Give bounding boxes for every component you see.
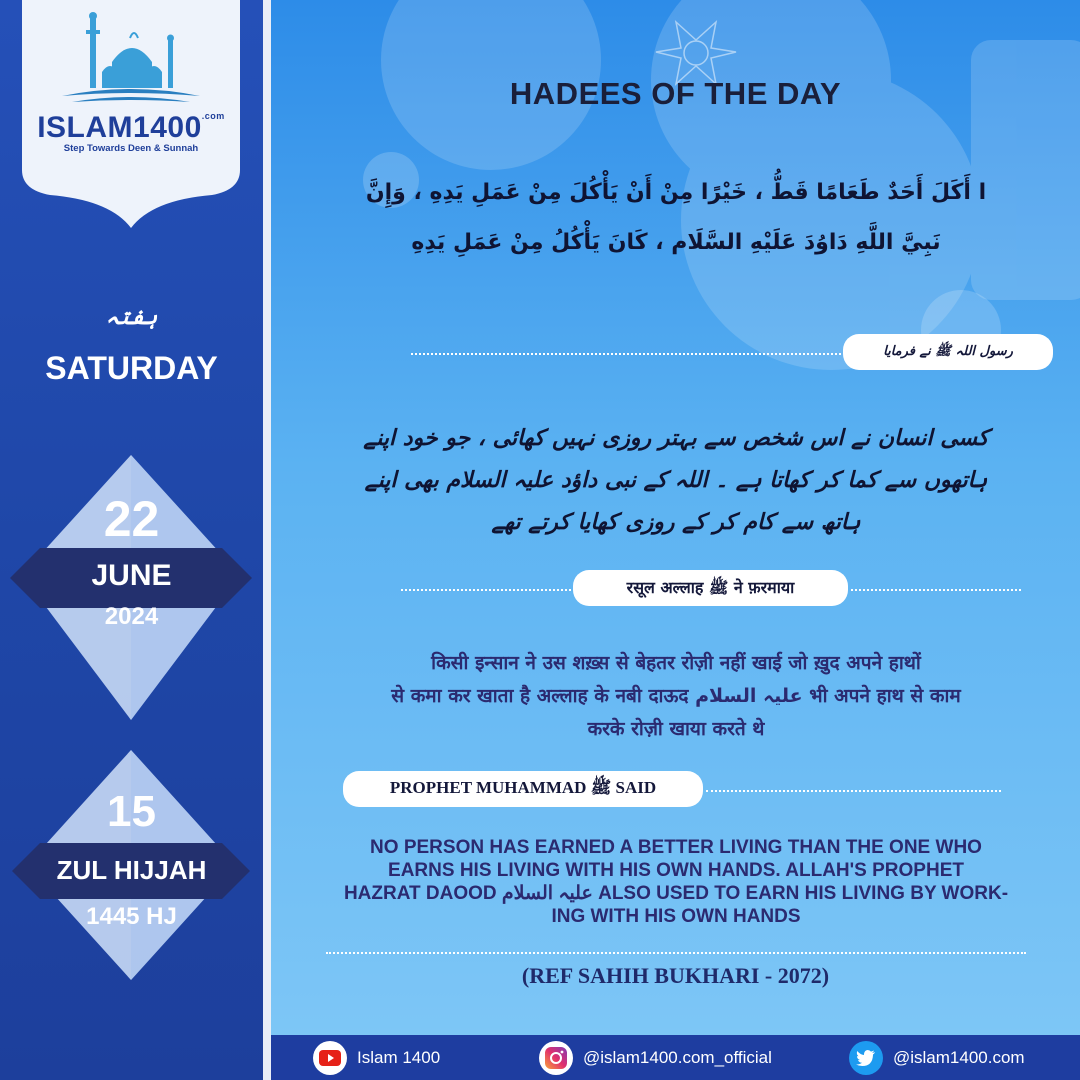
sidebar (0, 0, 263, 1080)
hindi-label: रसूल अल्लाह ﷺ ने फ़रमाया (573, 570, 848, 606)
urdu-label: رسول اللہ ﷺ نے فرمایا (843, 334, 1053, 370)
hijri-day: 15 (107, 787, 156, 836)
youtube-label: Islam 1400 (357, 1047, 441, 1067)
day-english: SATURDAY (45, 350, 218, 386)
english-label: PROPHET MUHAMMAD ﷺ SAID (343, 771, 703, 807)
english-line-2: EARNS HIS LIVING WITH HIS OWN HANDS. ALLAH'S PROPHET (388, 860, 964, 881)
twitter-link[interactable] (849, 1035, 1025, 1080)
hindi-line-1: किसी इन्सान ने उस शख़्स से बेहतर रोज़ी नहीं खाई जो ख़ुद अपने हाथों (431, 652, 921, 674)
instagram-link[interactable] (539, 1035, 772, 1080)
sidebar-divider (263, 0, 271, 1080)
english-line-3: HAZRAT DAOOD علیہ السلام ALSO USED TO EARN HIS LIVING BY WORK- (343, 883, 1009, 904)
urdu-line-3: ہاتھ سے کام کر کے روزی کھایا کرتے تھے (491, 510, 861, 535)
instagram-label: @islam1400.com_official (583, 1047, 772, 1067)
english-line-1: NO PERSON HAS EARNED A BETTER LIVING THAN THE ONE WHO (370, 837, 982, 858)
english-translation (326, 836, 1026, 928)
hadith-reference: (REF SAHIH BUKHARI - 2072) (521, 963, 830, 988)
day-urdu: ہفتہ (105, 305, 158, 330)
twitter-label: @islam1400.com (893, 1047, 1025, 1067)
footer-social-bar (271, 1035, 1080, 1080)
hindi-divider-right (851, 589, 1021, 591)
main-panel (271, 0, 1080, 1035)
gregorian-month: JUNE (91, 559, 172, 592)
hindi-line-2: से कमा कर खाता है अल्लाह के नबी दाऊद علیہ السلام भी अपने हाथ से काम (391, 685, 961, 707)
hindi-line-3: करके रोज़ी खाया करते थे (587, 718, 765, 740)
english-divider (706, 790, 1001, 792)
brand-tagline: Step Towards Deen & Sunnah (63, 143, 199, 154)
gregorian-day: 22 (103, 491, 160, 547)
youtube-link[interactable] (313, 1035, 440, 1080)
hijri-year: 1445 HJ (86, 903, 177, 930)
arabic-line-1: ا أَكَلَ أَحَدٌ طَعَامًا قَطُّ ، خَيْرًا مِنْ أَنْ يَأْكُلَ مِنْ عَمَلِ يَدِهِ ، وَإِنَّ (365, 180, 987, 205)
instagram-icon (539, 1041, 573, 1075)
reference-divider (326, 952, 1026, 954)
hijri-month: ZUL HIJJAH (56, 855, 207, 885)
hindi-translation (341, 647, 1011, 746)
twitter-icon (849, 1041, 883, 1075)
youtube-icon (313, 1041, 347, 1075)
urdu-line-1: کسی انسان نے اس شخص سے بہتر روزی نہیں کھائی ، جو خود اپنے (363, 426, 989, 451)
brand-name: $ISLAM1400^{.com}$ (37, 111, 225, 144)
page-title: HADEES OF THE DAY (509, 76, 842, 111)
gregorian-year: 2024 (104, 603, 159, 630)
urdu-translation (341, 418, 1011, 544)
urdu-line-2: ہاتھوں سے کما کر کھاتا ہے ۔ اللہ کے نبی داؤد علیہ السلام بھی اپنے (364, 468, 988, 493)
arabic-line-2: نَبِيَّ اللَّهِ دَاوُدَ عَلَيْهِ السَّلَام ، كَانَ يَأْكُلُ مِنْ عَمَلِ يَدِهِ (411, 230, 941, 255)
logo (22, 0, 240, 228)
hindi-divider-left (401, 589, 571, 591)
english-line-4: ING WITH HIS OWN HANDS (551, 906, 801, 927)
urdu-divider (411, 353, 841, 355)
